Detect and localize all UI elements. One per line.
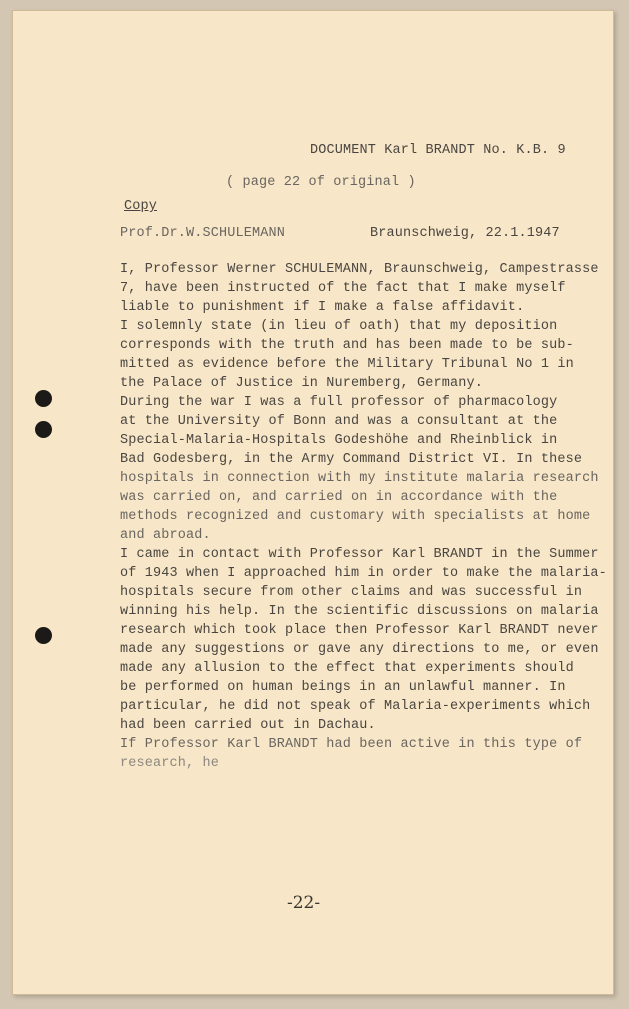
original-page-note: ( page 22 of original ) xyxy=(226,175,416,190)
body-line: winning his help. In the scientific discussions on malaria xyxy=(120,604,599,619)
body-line: had been carried out in Dachau. xyxy=(120,718,376,733)
body-line: If Professor Karl BRANDT had been active in this type of xyxy=(120,737,583,752)
punch-hole xyxy=(35,627,52,644)
body-line: I, Professor Werner SCHULEMANN, Braunschweig, Campestrasse xyxy=(120,262,599,277)
body-line: 7, have been instructed of the fact that I make myself xyxy=(120,281,566,296)
body-line: research which took place then Professor Karl BRANDT never xyxy=(120,623,599,638)
document-header: DOCUMENT Karl BRANDT No. K.B. 9 xyxy=(310,143,566,158)
body-line: During the war I was a full professor of pharmacology xyxy=(120,395,558,410)
body-line: Special-Malaria-Hospitals Godeshöhe and Rheinblick in xyxy=(120,433,558,448)
body-line: hospitals in connection with my institute malaria research xyxy=(120,471,599,486)
body-line: hospitals secure from other claims and was successful in xyxy=(120,585,583,600)
copy-label: Copy xyxy=(124,199,158,214)
body-line: corresponds with the truth and has been made to be sub- xyxy=(120,338,574,353)
body-line: of 1943 when I approached him in order to make the malaria- xyxy=(120,566,607,581)
body-line: liable to punishment if I make a false affidavit. xyxy=(120,300,525,315)
body-line: methods recognized and customary with specialists at home xyxy=(120,509,591,524)
body-line: made any allusion to the effect that experiments should xyxy=(120,661,574,676)
body-line: the Palace of Justice in Nuremberg, Germany. xyxy=(120,376,484,391)
body-line: at the University of Bonn and was a consultant at the xyxy=(120,414,558,429)
page-number: -22- xyxy=(287,893,321,913)
body-line: mitted as evidence before the Military Tribunal No 1 in xyxy=(120,357,574,372)
body-line: particular, he did not speak of Malaria-experiments which xyxy=(120,699,591,714)
author: Prof.Dr.W.SCHULEMANN xyxy=(120,226,286,241)
body-line: made any suggestions or gave any directions to me, or even xyxy=(120,642,599,657)
body-line: was carried on, and carried on in accordance with the xyxy=(120,490,558,505)
body-line: be performed on human beings in an unlawful manner. In xyxy=(120,680,566,695)
body-line: I came in contact with Professor Karl BRANDT in the Summer xyxy=(120,547,599,562)
body-line: Bad Godesberg, in the Army Command District VI. In these xyxy=(120,452,583,467)
body-line: and abroad. xyxy=(120,528,211,543)
body-line: I solemnly state (in lieu of oath) that my deposition xyxy=(120,319,558,334)
body-line: research, he xyxy=(120,756,220,771)
place-date: Braunschweig, 22.1.1947 xyxy=(370,226,560,241)
punch-hole xyxy=(35,390,52,407)
punch-hole xyxy=(35,421,52,438)
